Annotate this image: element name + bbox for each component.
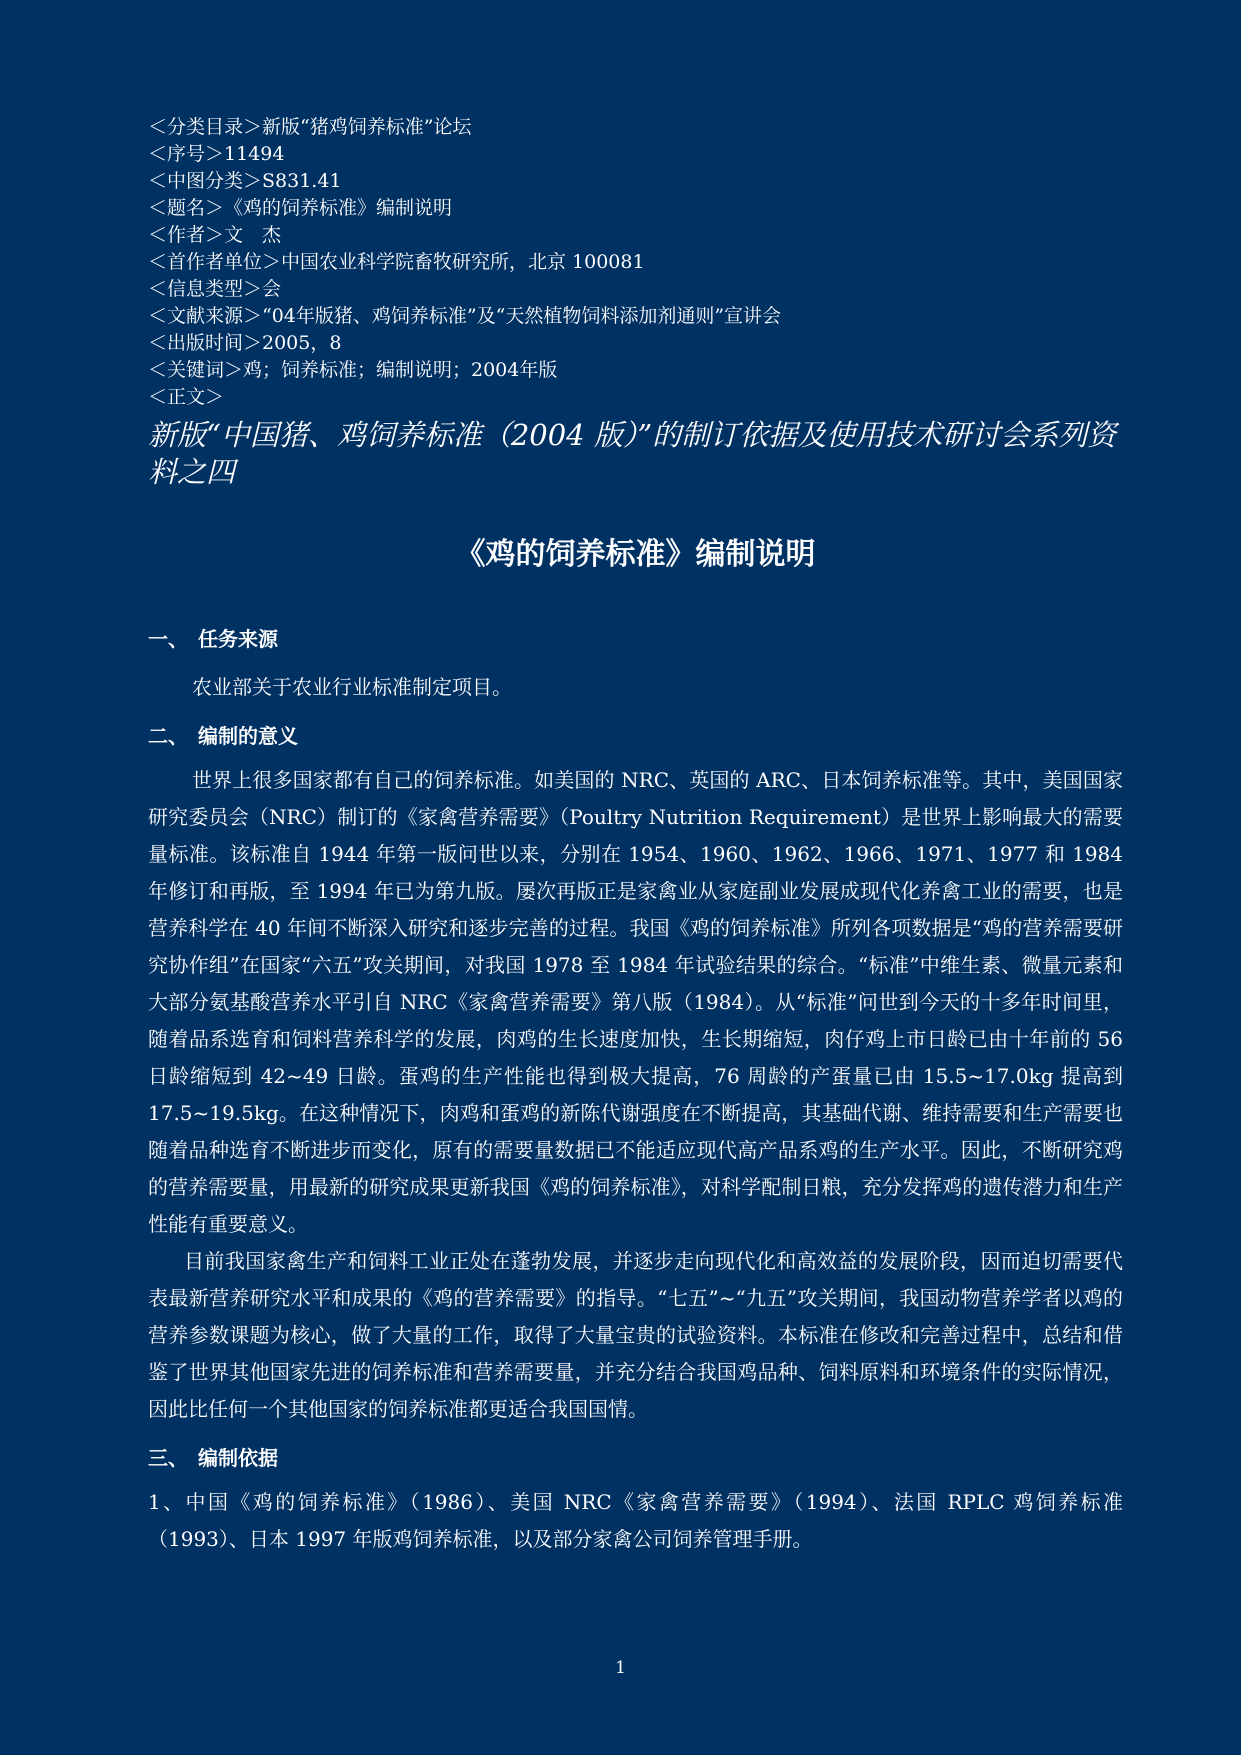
meta-source: ＜文献来源＞“04年版猪、鸡饲养标准”及“天然植物饲料添加剂通则”宣讲会 bbox=[148, 305, 782, 327]
paragraph-basis-1: 1、中国《鸡的饲养标准》（1986）、美国 NRC《家禽营养需要》（1994）、法国 RPLC 鸡饲养标准（1993）、日本 1997 年版鸡饲养标准，以及部分家禽公司饲养管理手册。 bbox=[148, 1490, 1123, 1551]
metadata-block bbox=[148, 114, 1123, 411]
section-number: 一、 bbox=[148, 627, 188, 651]
document-page bbox=[148, 114, 1123, 1558]
paragraph-significance-1: 世界上很多国家都有自己的饲养标准。如美国的 NRC、英国的 ARC、日本饲养标准等。其中，美国国家研究委员会（NRC）制订的《家禽营养需要》（Poultry Nutrition Requirement）是世界上影响最大的需要量标准。该标准自 1944 年第一版问世以来，分别在 1954、1960、1962、1966、1971、1977 和 1984 年修订和再版，至 1994 年已为第九版。屡次再版正是家禽业从家庭副业发展成现代化养禽工业的需要，也是营养科学在 40 年间不断深入研究和逐步完善的过程。我国《鸡的饲养标准》所列各项数据是“鸡的营养需要研究协作组”在国家“六五”攻关期间，对我国 1978 至 1984 年试验结果的综合。“标准”中维生素、微量元素和大部分氨基酸营养水平引自 NRC《家禽营养需要》第八版（1984）。从“标准”问世到今天的十多年时间里，随着品系选育和饲料营养科学的发展，肉鸡的生长速度加快，生长期缩短，肉仔鸡上市日龄已由十年前的 56 日龄缩短到 42~49 日龄。蛋鸡的生产性能也得到极大提高，76 周龄的产蛋量已由 15.5~17.0kg 提高到 17.5~19.5kg。在这种情况下，肉鸡和蛋鸡的新陈代谢强度在不断提高，其基础代谢、维持需要和生产需要也随着品种选育不断进步而变化，原有的需要量数据已不能适应现代高产品系鸡的生产水平。因此，不断研究鸡的营养需要量，用最新的研究成果更新我国《鸡的饲养标准》，对科学配制日粮，充分发挥鸡的遗传潜力和生产性能有重要意义。 bbox=[148, 768, 1123, 1236]
section-heading-significance bbox=[148, 722, 1123, 750]
section-number: 三、 bbox=[148, 1446, 188, 1470]
meta-serial: ＜序号＞11494 bbox=[148, 143, 285, 165]
meta-info-type: ＜信息类型＞会 bbox=[148, 278, 282, 300]
meta-author: ＜作者＞文 杰 bbox=[148, 224, 282, 246]
meta-clc: ＜中图分类＞S831.41 bbox=[148, 170, 342, 192]
paragraph-task: 农业部关于农业行业标准制定项目。 bbox=[192, 675, 512, 699]
page-number: 1 bbox=[615, 1658, 626, 1678]
meta-title: ＜题名＞《鸡的饲养标准》编制说明 bbox=[148, 197, 453, 219]
meta-body-marker: ＜正文＞ bbox=[148, 386, 225, 408]
section-number: 二、 bbox=[148, 724, 188, 748]
series-subtitle: 新版“中国猪、鸡饲养标准（2004 版）”的制订依据及使用技术研讨会系列资料之四 bbox=[148, 418, 1117, 489]
meta-keywords: ＜关键词＞鸡；饲养标准；编制说明；2004年版 bbox=[148, 359, 558, 381]
section-heading-text: 编制依据 bbox=[198, 1446, 278, 1470]
meta-pub-date: ＜出版时间＞2005，8 bbox=[148, 332, 342, 354]
meta-category: ＜分类目录＞新版“猪鸡饲养标准”论坛 bbox=[148, 116, 472, 138]
section-heading-text: 编制的意义 bbox=[198, 724, 298, 748]
meta-affiliation: ＜首作者单位＞中国农业科学院畜牧研究所，北京 100081 bbox=[148, 251, 645, 273]
section-heading-task bbox=[148, 625, 1123, 653]
section-heading-text: 任务来源 bbox=[198, 627, 278, 651]
section-heading-basis bbox=[148, 1444, 1123, 1472]
paragraph-significance-2: 目前我国家禽生产和饲料工业正处在蓬勃发展，并逐步走向现代化和高效益的发展阶段，因而迫切需要代表最新营养研究水平和成果的《鸡的营养需要》的指导。“七五”~“九五”攻关期间，我国动物营养学者以鸡的营养参数课题为核心，做了大量的工作，取得了大量宝贵的试验资料。本标准在修改和完善过程中，总结和借鉴了世界其他国家先进的饲养标准和营养需要量，并充分结合我国鸡品种、饲料原料和环境条件的实际情况，因此比任何一个其他国家的饲养标准都更适合我国国情。 bbox=[148, 1249, 1123, 1421]
document-title: 《鸡的饲养标准》编制说明 bbox=[455, 537, 816, 572]
